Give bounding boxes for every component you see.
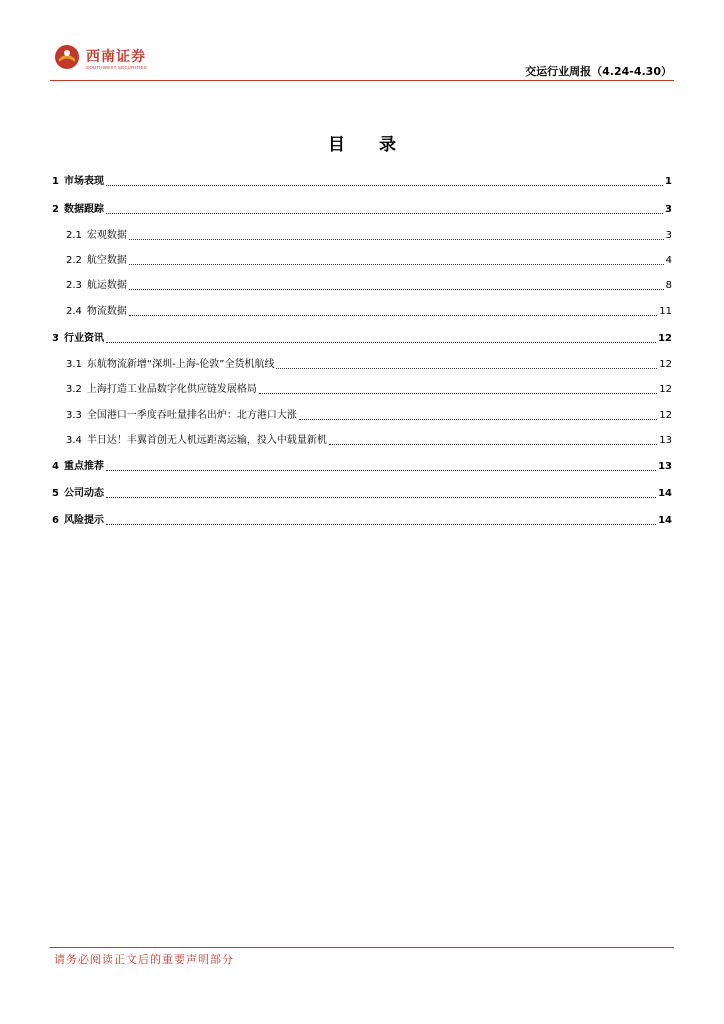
- toc-entry[interactable]: [52, 226, 672, 242]
- company-logo: [54, 44, 164, 74]
- toc-entry-page: 12: [659, 359, 672, 370]
- toc-entry-page: 13: [658, 461, 672, 472]
- toc-entry-number: 2.4: [66, 306, 82, 317]
- toc-entry-page: 12: [659, 410, 672, 421]
- toc-leader-dots: [129, 239, 664, 240]
- logo-english-name: SOUTHWEST SECURITIES: [86, 65, 147, 70]
- toc-entry-page: 11: [659, 306, 672, 317]
- toc-entry-number: 3: [52, 333, 59, 344]
- toc-entry[interactable]: [52, 484, 672, 500]
- toc-leader-dots: [129, 289, 664, 290]
- toc-entry-number: 6: [52, 515, 59, 526]
- toc-leader-dots: [276, 368, 657, 369]
- toc-entry-number: 4: [52, 461, 59, 472]
- toc-entry[interactable]: [52, 457, 672, 473]
- toc-entry[interactable]: [52, 200, 672, 216]
- toc-entry[interactable]: [52, 380, 672, 396]
- toc-entry-title: 全国港口一季度吞吐量排名出炉：北方港口大涨: [86, 410, 297, 421]
- toc-entry-title: 航空数据: [86, 255, 127, 266]
- toc-entry-page: 1: [665, 176, 672, 187]
- toc-entry-number: 3.1: [66, 359, 82, 370]
- toc-leader-dots: [106, 185, 663, 186]
- toc-entry-number: 3.2: [66, 384, 82, 395]
- toc-entry-number: 5: [52, 488, 59, 499]
- toc-entry-page: 12: [659, 384, 672, 395]
- toc-entry-title: 公司动态: [63, 488, 104, 499]
- toc-entry-page: 3: [665, 204, 672, 215]
- toc-leader-dots: [129, 315, 657, 316]
- toc-entry-page: 14: [658, 515, 672, 526]
- toc-leader-dots: [106, 213, 663, 214]
- toc-entry[interactable]: [52, 276, 672, 292]
- toc-leader-dots: [259, 393, 657, 394]
- toc-entry-page: 14: [658, 488, 672, 499]
- toc-entry[interactable]: [52, 355, 672, 371]
- toc-leader-dots: [106, 342, 656, 343]
- toc-entry[interactable]: [52, 431, 672, 447]
- toc-entry-number: 2.2: [66, 255, 82, 266]
- toc-entry-number: 3.4: [66, 435, 82, 446]
- toc-entry-page: 13: [659, 435, 672, 446]
- toc-entry-title: 市场表现: [63, 176, 104, 187]
- toc-entry-title: 宏观数据: [86, 230, 127, 241]
- toc-leader-dots: [329, 444, 657, 445]
- toc-entry-page: 4: [665, 255, 672, 266]
- toc-leader-dots: [129, 264, 664, 265]
- toc-entry-number: 2: [52, 204, 59, 215]
- toc-entry-title: 上海打造工业品数字化供应链发展格局: [86, 384, 257, 395]
- footer-disclaimer: 请务必阅读正文后的重要声明部分: [54, 953, 234, 966]
- toc-entry[interactable]: [52, 172, 672, 188]
- toc-entry-title: 半日达！丰翼首创无人机远距离运输，投入中载量新机: [86, 435, 327, 446]
- toc-entry-title: 重点推荐: [63, 461, 104, 472]
- toc-entry-number: 3.3: [66, 410, 82, 421]
- company-logo-icon: [54, 44, 80, 70]
- toc-heading: 目 录: [328, 135, 410, 155]
- logo-chinese-name: 西南证券: [86, 49, 146, 65]
- toc-leader-dots: [106, 470, 656, 471]
- toc-entry-number: 2.3: [66, 280, 82, 291]
- toc-entry[interactable]: [52, 329, 672, 345]
- toc-entry[interactable]: [52, 406, 672, 422]
- toc-entry-title: 物流数据: [86, 306, 127, 317]
- toc-entry-page: 3: [665, 230, 672, 241]
- toc-entry[interactable]: [52, 511, 672, 527]
- toc-entry-title: 行业资讯: [63, 333, 104, 344]
- toc-entry-title: 风险提示: [63, 515, 104, 526]
- report-title: 交运行业周报（4.24-4.30）: [525, 65, 672, 78]
- toc-leader-dots: [106, 524, 656, 525]
- toc-entry-number: 1: [52, 176, 59, 187]
- toc-entry-title: 数据跟踪: [63, 204, 104, 215]
- toc-entry[interactable]: [52, 302, 672, 318]
- toc-entry-page: 8: [665, 280, 672, 291]
- header-divider: [50, 80, 674, 81]
- toc-entry-number: 2.1: [66, 230, 82, 241]
- toc-entry-title: 航运数据: [86, 280, 127, 291]
- toc-entry-page: 12: [658, 333, 672, 344]
- toc-entry-title: 东航物流新增“深圳-上海-伦敦”全货机航线: [86, 359, 275, 370]
- toc-entry[interactable]: [52, 251, 672, 267]
- toc-leader-dots: [106, 497, 656, 498]
- toc-leader-dots: [299, 419, 657, 420]
- footer-divider: [50, 947, 674, 948]
